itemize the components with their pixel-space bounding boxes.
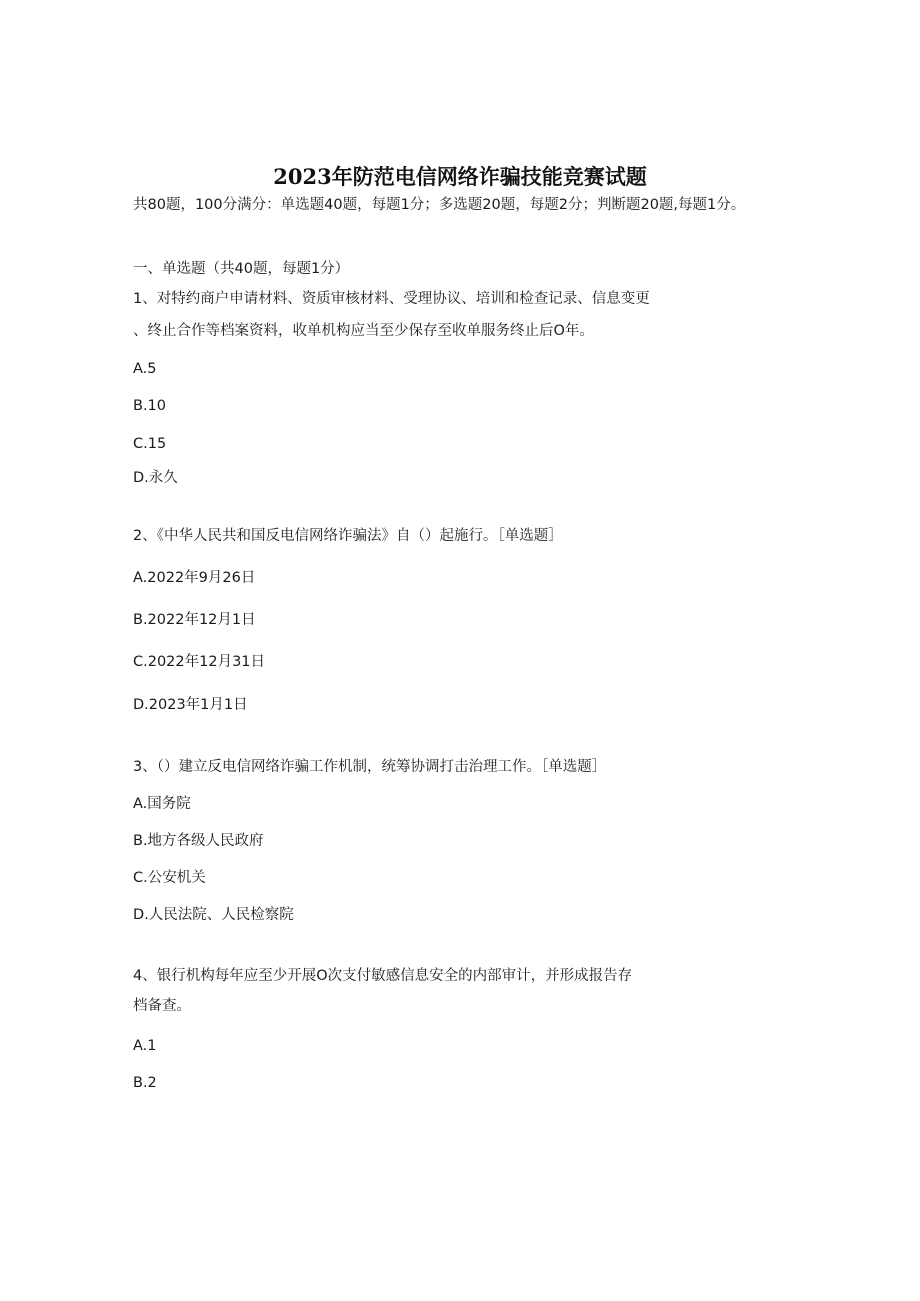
question-2-text: 2、《中华人民共和国反电信网络诈骗法》自（）起施行。［单选题］ [133, 528, 563, 544]
question-4-text-line-1: 4、银行机构每年应至少开展O次支付敏感信息安全的内部审计，并形成报告存 [133, 968, 633, 984]
question-1-option-b: B.10 [133, 398, 167, 414]
question-1-option-c: C.15 [133, 436, 167, 452]
section-heading: 一、单选题（共40题，每题1分） [133, 261, 350, 277]
question-4-option-b: B.2 [133, 1075, 157, 1091]
question-4-option-a: A.1 [133, 1038, 157, 1054]
question-3-option-c: C.公安机关 [133, 870, 206, 886]
question-4-text-line-2: 档备查。 [133, 998, 191, 1014]
question-2-option-d: D.2023年1月1日 [133, 697, 248, 713]
question-3-option-b: B.地方各级人民政府 [133, 833, 264, 849]
question-2-option-c: C.2022年12月31日 [133, 654, 266, 670]
question-2-option-a: A.2022年9月26日 [133, 570, 256, 586]
question-3-option-d: D.人民法院、人民检察院 [133, 907, 294, 923]
question-1-option-d: D.永久 [133, 470, 178, 486]
question-1-text-line-2: 、终止合作等档案资料，收单机构应当至少保存至收单服务终止后O年。 [133, 323, 594, 339]
question-3-option-a: A.国务院 [133, 796, 191, 812]
document-title: 2023年防范电信网络诈骗技能竞赛试题 [273, 164, 647, 189]
question-1-text-line-1: 1、对特约商户申请材料、资质审核材料、受理协议、培训和检查记录、信息变更 [133, 291, 650, 307]
question-2-option-b: B.2022年12月1日 [133, 612, 256, 628]
question-3-text: 3、（）建立反电信网络诈骗工作机制，统筹协调打击治理工作。［单选题］ [133, 759, 607, 775]
exam-instructions: 共80题，100分满分：单选题40题，每题1分；多选题20题，每题2分；判断题20题,每题1分。 [133, 197, 746, 213]
question-1-option-a: A.5 [133, 361, 157, 377]
